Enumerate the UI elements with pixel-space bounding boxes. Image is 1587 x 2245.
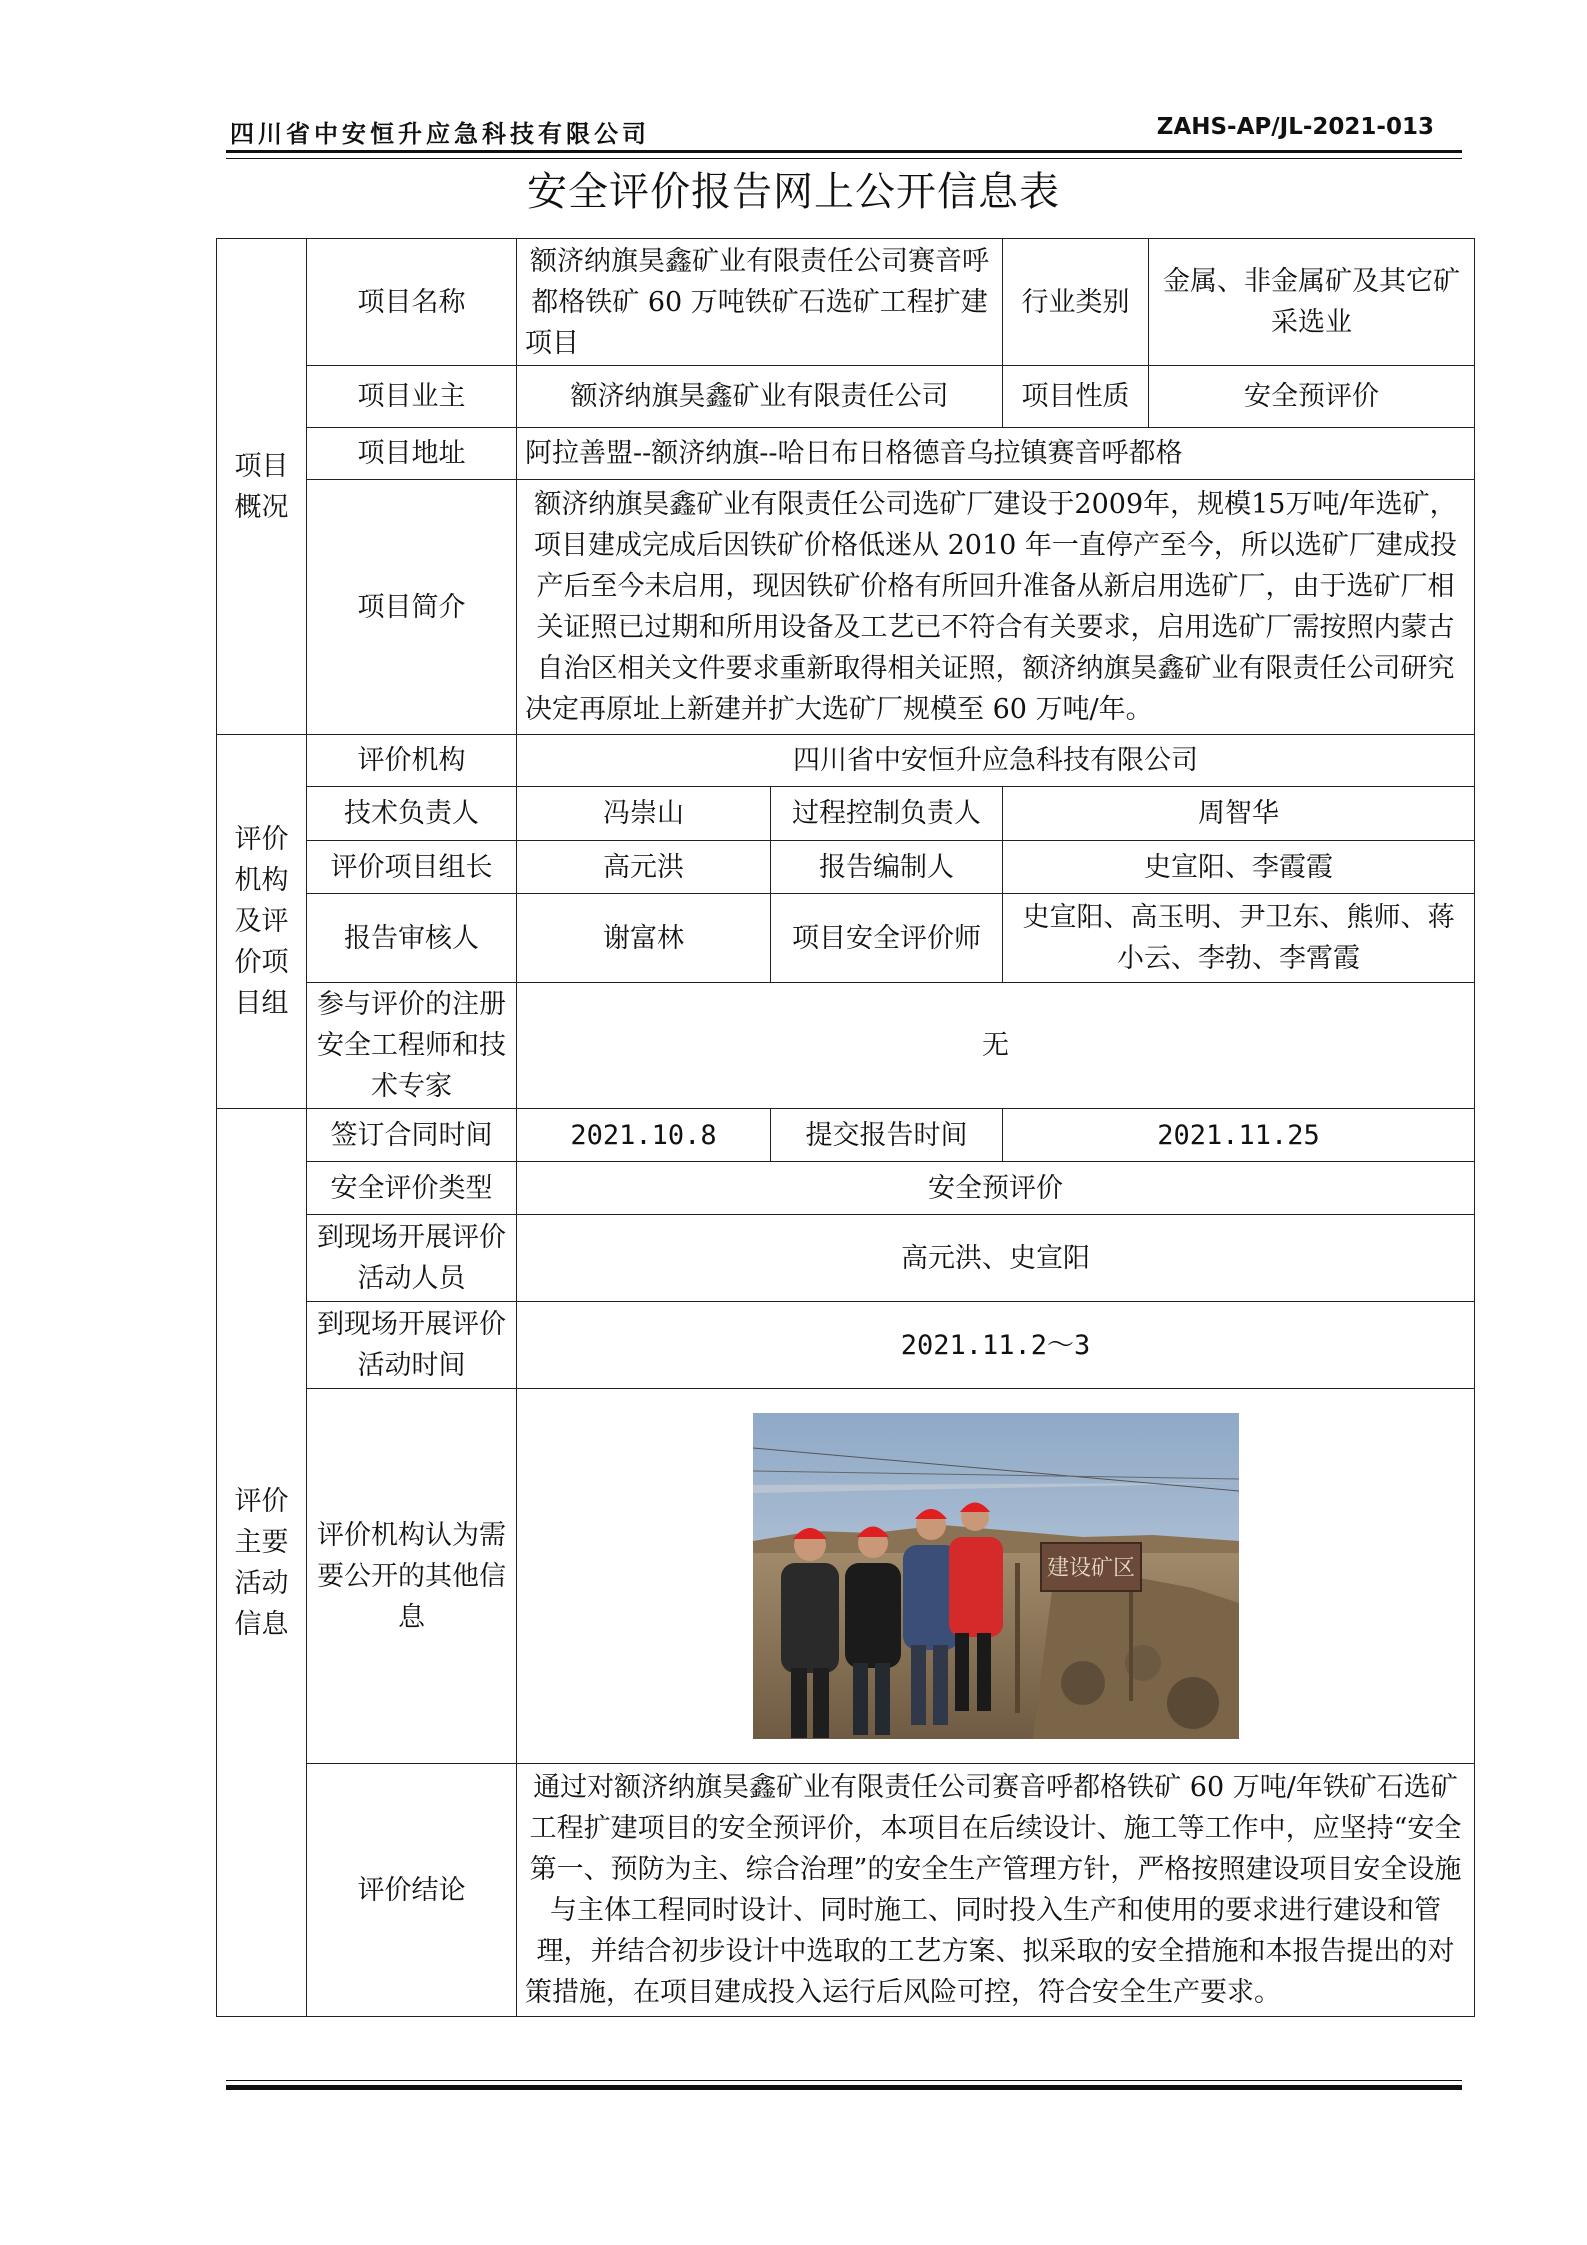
row-intro — [217, 480, 1475, 735]
label-submit-date: 提交报告时间 — [771, 1109, 1003, 1162]
row-other-info — [217, 1389, 1475, 1764]
value-conclusion: 通过对额济纳旗昊鑫矿业有限责任公司赛音呼都格铁矿 60 万吨/年铁矿石选矿工程扩建项目的安全预评价，本项目在后续设计、施工等工作中，应坚持“安全第一、预防为主、综合治理”的安全生产管理方针，严格按照建设项目安全设施与主体工程同时设计、同时施工、同时投入生产和使用的要求进行建设和管理，并结合初步设计中选取的工艺方案、拟采取的安全措施和本报告提出的对策措施，在项目建成投入运行后风险可控，符合安全生产要求。 — [517, 1764, 1475, 2017]
value-agency: 四川省中安恒升应急科技有限公司 — [517, 735, 1475, 787]
row-team-lead — [217, 841, 1475, 894]
label-reviewer: 报告审核人 — [307, 894, 517, 983]
row-tech-lead — [217, 787, 1475, 841]
value-process-lead: 周智华 — [1003, 787, 1475, 841]
label-onsite-time: 到现场开展评价活动时间 — [307, 1302, 517, 1389]
label-type: 安全评价类型 — [307, 1162, 517, 1215]
page-title: 安全评价报告网上公开信息表 — [527, 169, 1060, 215]
label-tech-lead: 技术负责人 — [307, 787, 517, 841]
label-compiler: 报告编制人 — [771, 841, 1003, 894]
company-name: 四川省中安恒升应急科技有限公司 — [230, 120, 650, 148]
label-process-lead: 过程控制负责人 — [771, 787, 1003, 841]
row-reviewer — [217, 894, 1475, 983]
label-experts: 参与评价的注册安全工程师和技术专家 — [307, 983, 517, 1109]
value-owner: 额济纳旗昊鑫矿业有限责任公司 — [517, 366, 1003, 428]
value-onsite-people: 高元洪、史宣阳 — [517, 1215, 1475, 1302]
label-agency: 评价机构 — [307, 735, 517, 787]
footer-rule-thin — [226, 2080, 1462, 2081]
value-project-name: 额济纳旗昊鑫矿业有限责任公司赛音呼都格铁矿 60 万吨铁矿石选矿工程扩建项目 — [517, 239, 1003, 366]
value-address: 阿拉善盟--额济纳旗--哈日布日格德音乌拉镇赛音呼都格 — [517, 428, 1475, 480]
header-rule-thick — [226, 150, 1462, 153]
label-team-lead: 评价项目组长 — [307, 841, 517, 894]
row-dates — [217, 1109, 1475, 1162]
row-owner — [217, 366, 1475, 428]
value-reviewer: 谢富林 — [517, 894, 771, 983]
value-assessors: 史宣阳、高玉明、尹卫东、熊师、蒋小云、李勃、李霄霞 — [1003, 894, 1475, 983]
row-onsite-time — [217, 1302, 1475, 1389]
value-other-info — [517, 1389, 1475, 1764]
disclosure-table — [216, 238, 1475, 2017]
value-intro: 额济纳旗昊鑫矿业有限责任公司选矿厂建设于2009年，规模15万吨/年选矿，项目建成完成后因铁矿价格低迷从 2010 年一直停产至今，所以选矿厂建成投产后至今未启用，现因铁矿价格有所回升准备从新启用选矿厂，由于选矿厂相关证照已过期和所用设备及工艺已不符合有关要求，启用选矿厂需按照内蒙古自治区相关文件要求重新取得相关证照，额济纳旗昊鑫矿业有限责任公司研究决定再原址上新建并扩大选矿厂规模至 60 万吨/年。 — [517, 480, 1475, 735]
row-agency — [217, 735, 1475, 787]
row-address — [217, 428, 1475, 480]
footer-rule-thick — [226, 2085, 1462, 2090]
row-onsite-people — [217, 1215, 1475, 1302]
value-tech-lead: 冯崇山 — [517, 787, 771, 841]
label-industry: 行业类别 — [1003, 239, 1149, 366]
label-other-info: 评价机构认为需要公开的其他信息 — [307, 1389, 517, 1764]
page-header — [226, 112, 1438, 148]
label-intro: 项目简介 — [307, 480, 517, 735]
label-contract-date: 签订合同时间 — [307, 1109, 517, 1162]
group-org-label: 评价机构及评价项目组 — [217, 735, 307, 1109]
row-conclusion — [217, 1764, 1475, 2017]
value-compiler: 史宣阳、李霞霞 — [1003, 841, 1475, 894]
group-activity-label: 评价主要活动信息 — [217, 1109, 307, 2017]
value-onsite-time: 2021.11.2～3 — [517, 1302, 1475, 1389]
label-project-name: 项目名称 — [307, 239, 517, 366]
row-type — [217, 1162, 1475, 1215]
value-type: 安全预评价 — [517, 1162, 1475, 1215]
site-photo — [753, 1413, 1239, 1739]
row-project-name — [217, 239, 1475, 366]
row-experts — [217, 983, 1475, 1109]
site-sign-text: 建设矿区 — [1046, 1556, 1135, 1581]
label-conclusion: 评价结论 — [307, 1764, 517, 2017]
label-address: 项目地址 — [307, 428, 517, 480]
value-submit-date: 2021.11.25 — [1003, 1109, 1475, 1162]
value-industry: 金属、非金属矿及其它矿采选业 — [1149, 239, 1475, 366]
site-photo-graphic — [753, 1413, 1239, 1739]
label-onsite-people: 到现场开展评价活动人员 — [307, 1215, 517, 1302]
value-experts: 无 — [517, 983, 1475, 1109]
label-nature: 项目性质 — [1003, 366, 1149, 428]
value-nature: 安全预评价 — [1149, 366, 1475, 428]
header-rule-thin — [226, 158, 1462, 159]
value-team-lead: 高元洪 — [517, 841, 771, 894]
group-overview-label: 项目概况 — [217, 239, 307, 735]
label-assessors: 项目安全评价师 — [771, 894, 1003, 983]
value-contract-date: 2021.10.8 — [517, 1109, 771, 1162]
document-code: ZAHS-AP/JL-2021-013 — [1156, 114, 1434, 140]
label-owner: 项目业主 — [307, 366, 517, 428]
